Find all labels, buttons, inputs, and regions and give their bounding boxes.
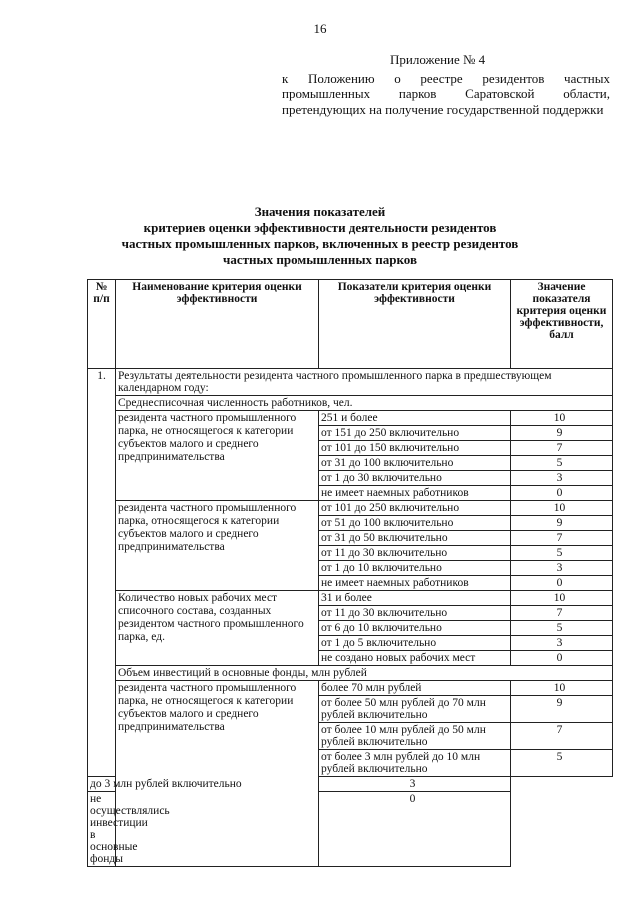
score-cell: 0 [511,576,613,591]
score-cell: 9 [511,426,613,441]
category-label: резидента частного промышленного парка, относящегося к категории субъектов малого и среднего предпринимательства [116,501,319,591]
document-title [90,204,550,268]
title-line-1: Значения показателей [254,204,386,219]
indicator-cell: от 51 до 100 включительно [319,516,511,531]
score-cell: 10 [511,501,613,516]
indicator-cell: от 1 до 5 включительно [319,636,511,651]
category-label: резидента частного промышленного парка, не относящегося к категории субъектов малого и среднего предпринимательства [116,681,319,867]
category-label: резидента частного промышленного парка, не относящегося к категории субъектов малого и среднего предпринимательства [116,411,319,501]
section-title: Результаты деятельности резидента частного промышленного парка в предшествующем календарном году: [116,369,613,396]
indicator-cell: от 6 до 10 включительно [319,621,511,636]
score-cell: 0 [319,792,511,867]
subsection-row [88,666,613,681]
score-cell: 7 [511,531,613,546]
criteria-table [87,279,613,867]
indicator-cell: от 101 до 250 включительно [319,501,511,516]
category-label: Количество новых рабочих мест списочного состава, созданных резидентом частного промышленного парка, ед. [116,591,319,666]
header-name: Наименование критерия оценки эффективности [116,280,319,369]
indicator-cell: от 31 до 50 включительно [319,531,511,546]
score-cell: 3 [511,471,613,486]
indicator-cell: от более 50 млн рублей до 70 млн рублей включительно [319,696,511,723]
annex-body: к Положению о реестре резидентов частных промышленных парков Саратовской области, претендующих на получение государственной поддержки [282,70,610,117]
subsection-title: Среднесписочная численность работников, чел. [116,396,613,411]
table-row [88,411,613,426]
indicator-cell: не имеет наемных работников [319,576,511,591]
indicator-cell: от 11 до 30 включительно [319,546,511,561]
indicator-cell: не осуществлялись инвестиции в основные фонды [88,792,116,867]
annex-title: Приложение № 4 [390,52,486,67]
table-row [88,501,613,516]
indicator-cell: от 31 до 100 включительно [319,456,511,471]
indicator-cell: не создано новых рабочих мест [319,651,511,666]
score-cell: 9 [511,696,613,723]
score-cell: 5 [511,750,613,777]
score-cell: 3 [511,561,613,576]
indicator-cell: от 11 до 30 включительно [319,606,511,621]
table-header-row [88,280,613,369]
score-cell: 10 [511,681,613,696]
score-cell: 0 [511,651,613,666]
score-cell: 5 [511,456,613,471]
score-cell: 7 [511,723,613,750]
subsection-title: Объем инвестиций в основные фонды, млн рублей [116,666,613,681]
score-cell: 0 [511,486,613,501]
score-cell: 5 [511,621,613,636]
title-line-4: частных промышленных парков [222,252,417,267]
score-cell: 9 [511,516,613,531]
indicator-cell: от 1 до 30 включительно [319,471,511,486]
score-cell: 10 [511,591,613,606]
table-row [88,681,613,696]
header-indicator: Показатели критерия оценки эффективности [319,280,511,369]
table-row [88,777,613,792]
annex-block [282,52,610,117]
header-value: Значение показателя критерия оценки эффективности, балл [511,280,613,369]
score-cell: 3 [511,636,613,651]
section-row [88,369,613,396]
score-cell: 7 [511,606,613,621]
header-num: № п/п [88,280,116,369]
score-cell: 3 [319,777,511,792]
indicator-cell: от более 3 млн рублей до 10 млн рублей включительно [319,750,511,777]
title-line-2: критериев оценки эффективности деятельности резидентов [143,220,497,235]
indicator-cell: 251 и более [319,411,511,426]
indicator-cell: от более 10 млн рублей до 50 млн рублей включительно [319,723,511,750]
score-cell: 10 [511,411,613,426]
score-cell: 7 [511,441,613,456]
table-row [88,591,613,606]
indicator-cell: от 101 до 150 включительно [319,441,511,456]
indicator-cell: от 151 до 250 включительно [319,426,511,441]
score-cell: 5 [511,546,613,561]
title-line-3: частных промышленных парков, включенных в реестр резидентов [121,236,519,251]
indicator-cell: 31 и более [319,591,511,606]
subsection-row [88,396,613,411]
indicator-cell: более 70 млн рублей [319,681,511,696]
row-number: 1. [88,369,116,777]
indicator-cell: до 3 млн рублей включительно [88,777,116,792]
indicator-cell: не имеет наемных работников [319,486,511,501]
indicator-cell: от 1 до 10 включительно [319,561,511,576]
page-number: 16 [313,21,327,36]
